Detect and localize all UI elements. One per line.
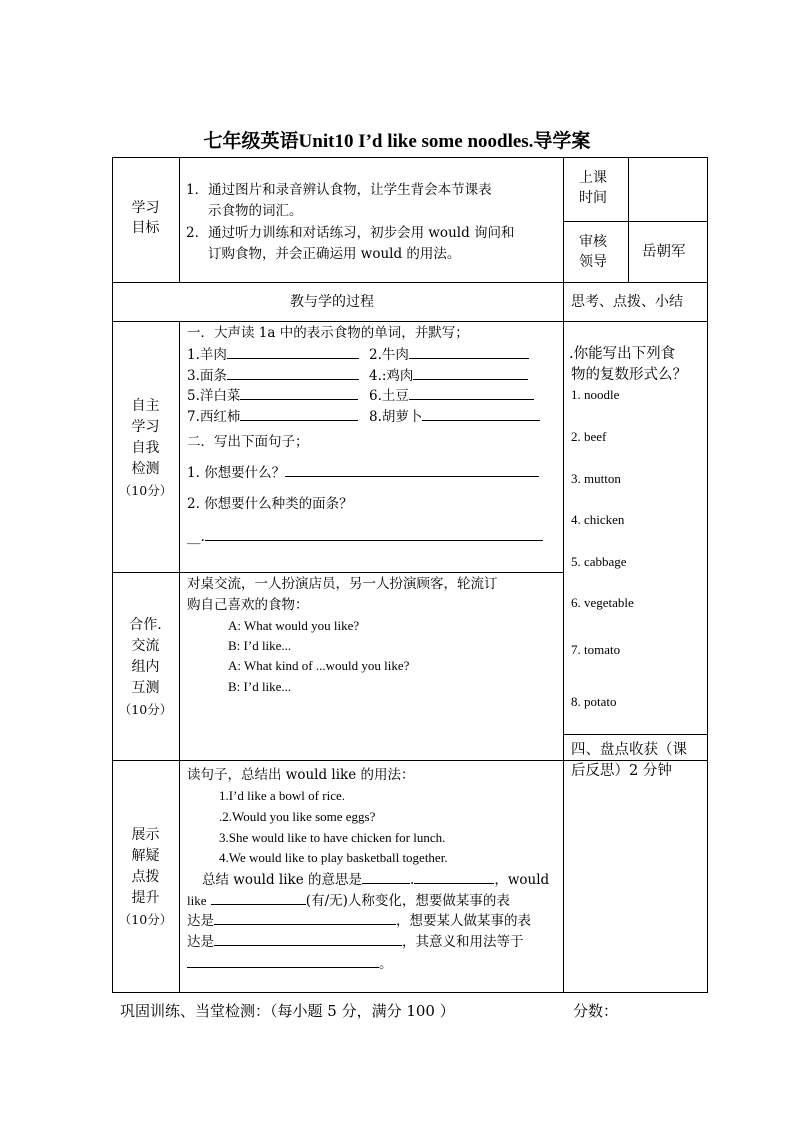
answer-blank[interactable] [205,526,543,541]
summary-line: 达是 ，想要某人做某事的表 [187,910,531,931]
answer-blank[interactable] [240,385,358,400]
question-1: 1. 你想要什么？ [187,462,539,483]
reflection-label: 四、盘点收获（课 [571,742,687,758]
section1-heading: 一．大声读 1a 中的表示食物的单词，并默写； [187,325,469,341]
plural-word: 8. potato [571,694,617,709]
vocab-item: 1.羊肉 [187,344,359,365]
answer-blank[interactable] [187,953,379,968]
section3-label: 展示 解疑 点拨 提升 （10分） [118,827,173,927]
vocab-item: 2.牛肉 [369,344,529,365]
answer-blank[interactable] [413,365,528,380]
notes-prompt: .你能写出下列食 [569,346,676,362]
section2-label: 合作. 交流 组内 互测 （10分） [118,617,173,717]
section2-intro: 对桌交流，一人扮演店员，另一人扮演顾客，轮流订 [187,576,498,592]
section1-label: 自主 学习 自我 检测 （10分） [118,398,173,498]
plural-word: 3. mutton [571,471,621,486]
class-time-label: 上课 时间 [579,170,607,206]
reviewer-label: 审核 领导 [579,234,607,270]
row-divider [563,221,708,222]
row-divider [112,282,708,283]
summary-line: 。 [187,953,393,974]
dialog-line: B: I’d like... [228,638,292,653]
answer-blank[interactable] [414,869,494,884]
reflection-label: 后反思）2 分钟 [571,763,672,779]
answer-blank[interactable] [211,890,306,905]
answer-blank[interactable] [409,344,529,359]
plural-word: 7. tomato [571,642,621,657]
answer-blank[interactable] [362,869,410,884]
vocab-item: 6.土豆 [369,385,534,406]
question-2-answer: __. [187,526,543,547]
question-2: 2. 你想要什么种类的面条？ [187,496,353,512]
dialog-line: A: What kind of ...would you like? [228,658,410,673]
section3-intro: 读句子，总结出 would like 的用法： [187,767,415,783]
section2-intro: 购自己喜欢的食物： [187,597,309,613]
goal-line: 1．通过图片和录音辨认食物，让学生背会本节课表 [186,182,492,198]
col-divider [563,157,564,993]
dialog-line: B: I’d like... [228,679,292,694]
summary-line: 达是 ，其意义和用法等于 [187,931,524,952]
example-sentence: 3.She would like to have chicken for lunch. [219,830,446,845]
notes-header: 思考、点拨、小结 [571,294,683,310]
answer-blank[interactable] [240,406,358,421]
answer-blank[interactable] [409,385,534,400]
goal-line: 示食物的词汇。 [208,203,303,219]
plural-word: 6. vegetable [571,595,634,610]
goal-label: 学习 目标 [131,200,160,236]
col-divider [628,157,629,282]
answer-blank[interactable] [214,931,402,946]
answer-blank[interactable] [285,462,539,477]
answer-blank[interactable] [227,365,359,380]
practice-heading: 巩固训练、当堂检测：（每小题 5 分，满分 100 ） [120,1002,455,1020]
plural-word: 1. noodle [571,387,620,402]
section1-heading: 二．写出下面句子； [187,434,309,450]
reviewer-value: 岳朝军 [642,244,686,260]
notes-prompt: 物的复数形式么？ [571,367,687,383]
goal-line: 2．通过听力训练和对话练习，初步会用 would 询问和 [186,225,515,241]
col-divider [179,321,180,993]
vocab-item: 7.西红柿 [187,406,358,427]
example-sentence: 1.I’d like a bowl of rice. [219,788,345,803]
plural-word: 4. chicken [571,512,625,527]
answer-blank[interactable] [422,406,540,421]
dialog-line: A: What would you like? [228,618,360,633]
vocab-item: 4.:鸡肉 [369,365,528,386]
answer-blank[interactable] [227,344,359,359]
vocab-item: 3.面条 [187,365,359,386]
process-header: 教与学的过程 [290,294,374,310]
score-label: 分数： [573,1002,619,1020]
row-divider [112,321,708,322]
vocab-item: 5.洋白菜 [187,385,358,406]
answer-blank[interactable] [214,910,396,925]
col-divider [179,157,180,282]
page-title: 七年级英语Unit10 I’d like some noodles.导学案 [203,131,591,152]
example-sentence: .2.Would you like some eggs? [219,809,376,824]
goal-line: 订购食物，并会正确运用 would 的用法。 [208,246,461,262]
vocab-item: 8.胡萝卜 [369,406,540,427]
row-divider [563,734,708,735]
example-sentence: 4.We would like to play basketball together. [219,850,448,865]
summary-line: like (有/无)人称变化，想要做某事的表 [187,890,510,911]
plural-word: 2. beef [571,429,607,444]
summary-line: 总结 would like 的意思是 . ，would [202,869,549,890]
plural-word: 5. cabbage [571,554,627,569]
